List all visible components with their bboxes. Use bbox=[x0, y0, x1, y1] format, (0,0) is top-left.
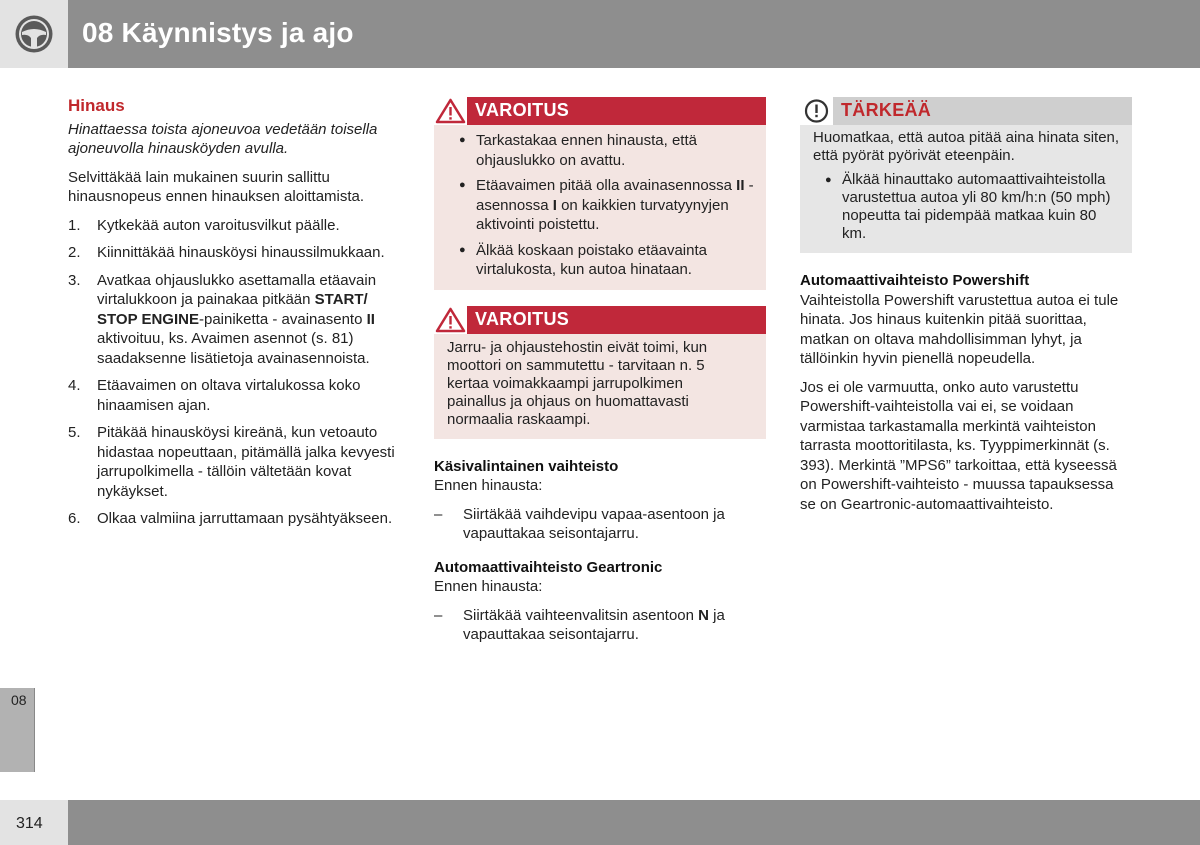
section-heading-towing: Hinaus bbox=[68, 96, 125, 115]
column-towing bbox=[68, 92, 402, 537]
powershift-heading: Automaattivaihteisto Powershift bbox=[800, 272, 1030, 289]
warning-title: VAROITUS bbox=[475, 308, 570, 329]
powershift-para-1: Vaihteistolla Powershift varustettua autoa ei tule hinata. Jos hinaus kuitenkin pitää suorittaa, matkan on oltava mahdollisimman lyhyt, ja tällöinkin hyvin pienellä nopeudella. bbox=[800, 291, 1119, 367]
list-item: 6. Olkaa valmiina jarruttamaan pysähtyäkseen. bbox=[68, 510, 393, 527]
chapter-side-tab bbox=[0, 688, 35, 772]
footer-bar bbox=[68, 800, 1200, 845]
warning-header bbox=[434, 97, 766, 125]
list-item: 2. Kiinnittäkää hinausköysi hinaussilmukkaan. bbox=[68, 244, 385, 261]
towing-speed-note: Selvittäkää lain mukainen suurin sallittu hinausnopeus ennen hinauksen aloittamista. bbox=[68, 168, 365, 205]
list-item: 4. Etäavaimen on oltava virtalukossa koko hinaamisen ajan. bbox=[68, 377, 361, 414]
warning-triangle-icon bbox=[434, 306, 467, 334]
column-automatic bbox=[800, 92, 1132, 523]
towing-intro: Hinattaessa toista ajoneuvoa vedetään toisella ajoneuvolla hinausköyden avulla. bbox=[68, 120, 378, 157]
exclamation-icon bbox=[800, 97, 833, 125]
list-item: ● Älkää hinauttako automaattivaihteistolla varustettua autoa yli 80 km/h:n (50 mph) nopeutta tai pidempää matkaa kuin 80 km. bbox=[825, 171, 1111, 242]
header-logo-area bbox=[0, 0, 68, 68]
powershift-para-2: Jos ei ole varmuutta, onko auto varustettu Powershift-vaihteistolla vai ei, se voidaan varmistaa tarkastamalla merkintä vaihteiston tarrasta moottoritilasta, ks. Tyyppimerkinnät (s. 393). Merkintä ”MPS6” tarkoittaa, että kyseessä on Powershift-vaihteisto - muussa tapauksessa se on Geartronic-automaattivaihteisto. bbox=[800, 378, 1117, 513]
list-item: ● Etäavaimen pitää olla avainasennossa II - asennossa I on kaikkien turvatyynyjen aktivointi poistettu. bbox=[459, 177, 754, 233]
important-box bbox=[800, 97, 1132, 253]
page-number: 314 bbox=[16, 815, 43, 832]
chapter-title: 08 Käynnistys ja ajo bbox=[82, 17, 354, 48]
list-item: – Siirtäkää vaihdevipu vapaa-asentoon ja vapauttakaa seisontajarru. bbox=[434, 505, 725, 542]
warning-text: Jarru- ja ohjaustehostin eivät toimi, kun moottori on sammutettu - tarvitaan n. 5 kertaa voimakkaampi jarrupolkimen painallus ja ohjaus on huomattavasti normaalia raskaampi. bbox=[447, 338, 708, 428]
warning-body bbox=[434, 125, 766, 290]
important-text: Huomatkaa, että autoa pitää aina hinata siten, että pyörät pyörivät eteenpäin. bbox=[813, 129, 1120, 164]
list-item: 3. Avatkaa ohjauslukko asettamalla etäavain virtalukkoon ja painakaa pitkään START/ STOP ENGINE-painiketta - avainasento II aktivoituu, ks. Avaimen asennot (s. 81) saadaksenne lisätietoja avainasennoista. bbox=[68, 271, 377, 367]
warning-header bbox=[434, 306, 766, 334]
towing-steps bbox=[68, 216, 402, 529]
important-title: TÄRKEÄÄ bbox=[841, 100, 932, 120]
list-item: ● Älkää koskaan poistako etäavainta virtalukosta, kun autoa hinataan. bbox=[459, 241, 707, 278]
geartronic-sub: Ennen hinausta: bbox=[434, 578, 543, 595]
warning-title: VAROITUS bbox=[475, 100, 570, 120]
chapter-number: 08 bbox=[11, 692, 27, 708]
list-item: 5. Pitäkää hinausköysi kireänä, kun vetoauto hidastaa nopeuttaan, pitämällä jalka kevyesti jarrupolkimella - tällöin vältetään kovat nykäykset. bbox=[68, 424, 395, 500]
list-item: 1. Kytkekää auton varoitusvilkut päälle. bbox=[68, 216, 340, 234]
warning-box-steering-lock bbox=[434, 97, 766, 290]
warning-box-brake-assist bbox=[434, 306, 766, 439]
geartronic-heading: Automaattivaihteisto Geartronic bbox=[434, 558, 663, 576]
column-warnings bbox=[434, 92, 766, 655]
list-item: – Siirtäkää vaihteenvalitsin asentoon N ja vapauttakaa seisontajarru. bbox=[434, 606, 725, 643]
warning-triangle-icon bbox=[434, 97, 467, 125]
list-item: ● Tarkastakaa ennen hinausta, että ohjauslukko on avattu. bbox=[459, 132, 697, 169]
important-header bbox=[800, 97, 1132, 125]
important-body bbox=[800, 125, 1132, 253]
manual-transmission-heading: Käsivalintainen vaihteisto bbox=[434, 457, 619, 475]
manual-transmission-sub: Ennen hinausta: bbox=[434, 477, 543, 494]
chapter-header bbox=[68, 0, 1200, 68]
footer-page-area bbox=[0, 800, 68, 845]
steering-wheel-icon bbox=[14, 14, 54, 54]
